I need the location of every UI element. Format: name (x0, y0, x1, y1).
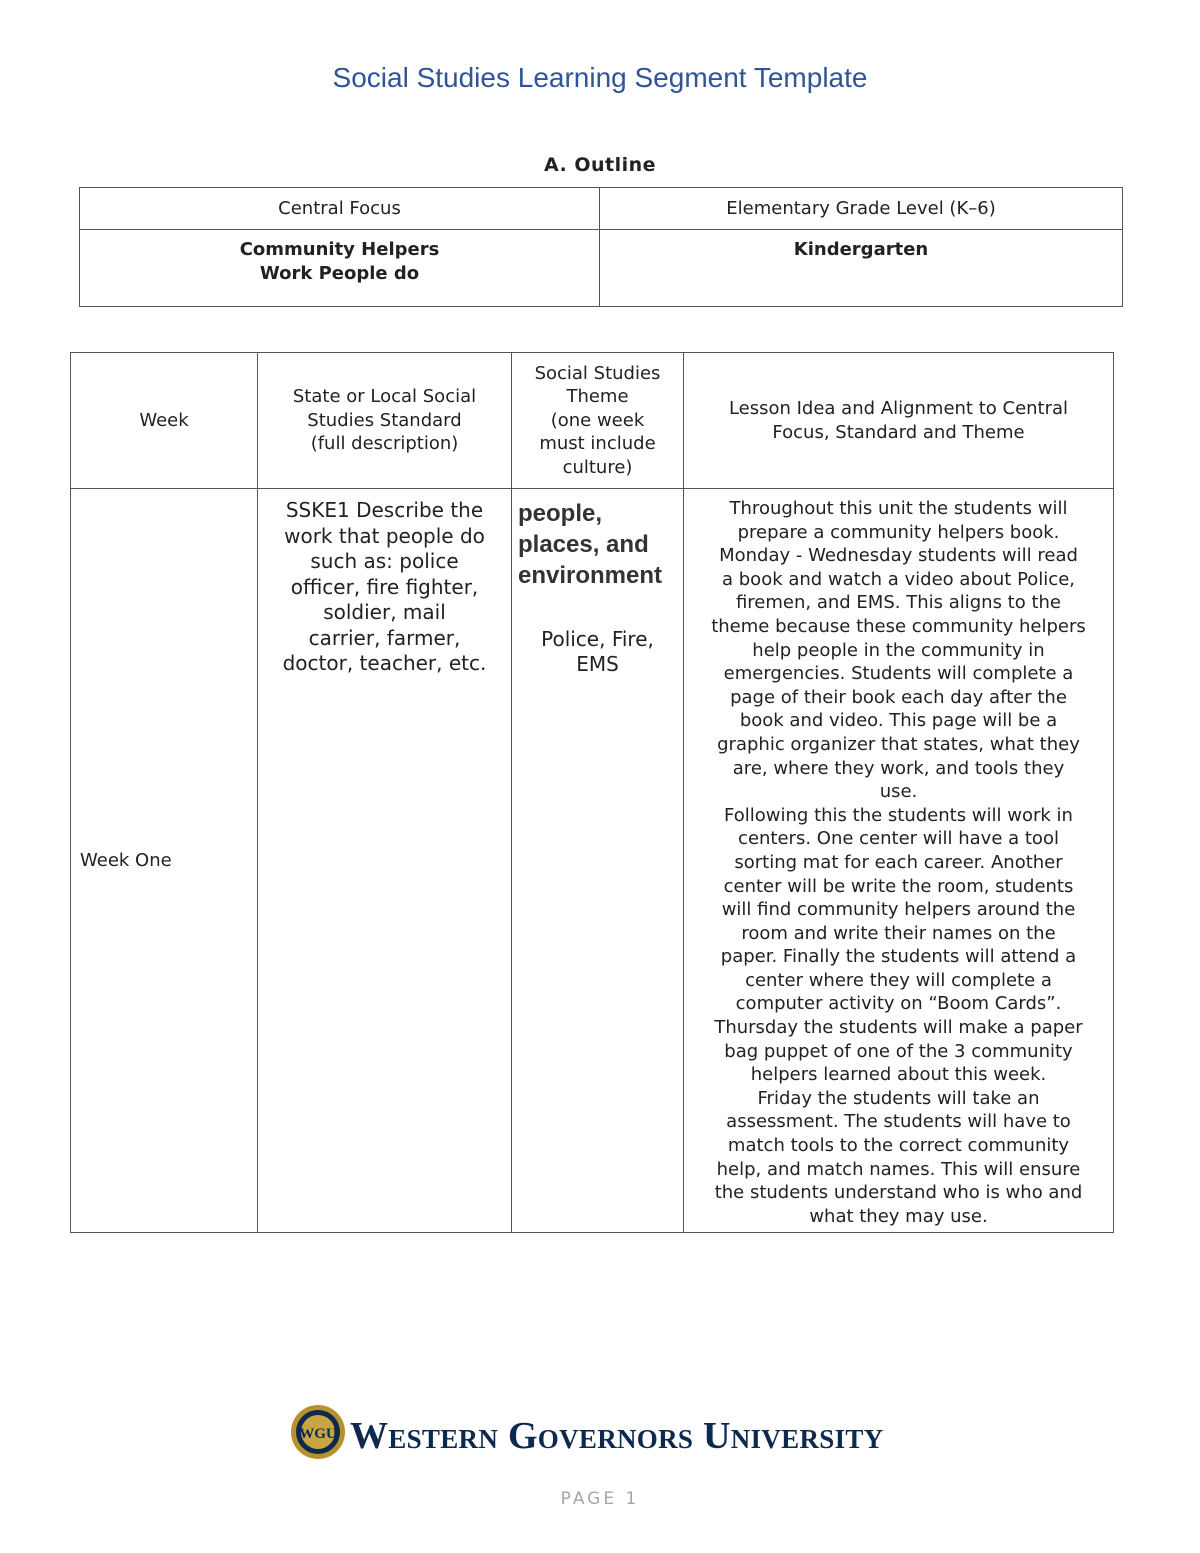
lesson-line: Monday - Wednesday students will read (719, 545, 1078, 567)
lesson-line: are, where they work, and tools they (732, 757, 1065, 779)
learning-segment-table (70, 352, 1114, 1233)
lesson-line: firemen, and EMS. This aligns to the (735, 592, 1062, 614)
standard-line: doctor, teacher, etc. (282, 651, 487, 675)
standard-line: carrier, farmer, (308, 625, 461, 650)
lesson-line: Following this the students will work in (724, 804, 1073, 826)
lesson-line: the students understand who is who and (714, 1182, 1083, 1204)
lesson-line: center where they will complete a (745, 969, 1052, 991)
lesson-line: centers. One center will have a tool (738, 828, 1059, 850)
lesson-line: computer activity on “Boom Cards”. (735, 993, 1062, 1015)
standard-header (258, 353, 512, 489)
lesson-line: paper. Finally the students will attend a (720, 946, 1077, 968)
wgu-seal-icon (290, 1404, 346, 1460)
section-heading: A. Outline (543, 154, 657, 176)
standard-line: work that people do (284, 523, 485, 548)
central-focus-value (80, 230, 600, 307)
outline-header-row (80, 188, 1123, 230)
central-focus-line: Community Helpers (239, 239, 440, 260)
lesson-cell (684, 489, 1114, 1233)
seal-text: WGU (299, 1426, 337, 1442)
theme-header-line: (one week (550, 409, 645, 431)
theme-header-line: Social Studies (534, 362, 661, 384)
lesson-line: center will be write the room, students (723, 875, 1074, 897)
plan-header-row (71, 353, 1114, 489)
outline-value-row (80, 230, 1123, 307)
lesson-header-line: Lesson Idea and Alignment to Central (728, 398, 1069, 419)
lesson-line: help, and match names. This will ensure (716, 1158, 1081, 1180)
central-focus-header: Central Focus (80, 188, 600, 230)
lesson-line: match tools to the correct community (727, 1135, 1070, 1157)
week-cell: Week One (71, 489, 258, 1233)
lesson-line: prepare a community helpers book. (737, 521, 1060, 543)
lesson-line: Thursday the students will make a paper (714, 1017, 1083, 1039)
standard-header-line: (full description) (310, 433, 459, 455)
lesson-line: Throughout this unit the students will (729, 498, 1068, 519)
lesson-line: bag puppet of one of the 3 community (724, 1040, 1073, 1062)
standard-line: officer, fire fighter, (290, 574, 479, 599)
lesson-header-line: Focus, Standard and Theme (772, 421, 1025, 443)
document-title: Social Studies Learning Segment Template (332, 62, 868, 93)
theme-sub-line: EMS (576, 652, 619, 676)
theme-header-line: culture) (562, 456, 633, 478)
lesson-line: helpers learned about this week. (750, 1064, 1047, 1086)
lesson-line: page of their book each day after the (730, 686, 1067, 708)
theme-cell (512, 489, 684, 1233)
table-row (71, 489, 1114, 1233)
theme-main-line: places, and (518, 531, 649, 558)
lesson-line: theme because these community helpers (711, 615, 1086, 637)
theme-sub (518, 627, 677, 677)
lesson-header (684, 353, 1114, 489)
theme-sub-line: Police, Fire, (541, 627, 654, 651)
theme-main (518, 498, 677, 591)
lesson-line: will find community helpers around the (721, 899, 1076, 921)
standard-line: SSKE1 Describe the (285, 498, 484, 522)
lesson-line: graphic organizer that states, what they (717, 733, 1080, 755)
lesson-line: assessment. The students will have to (726, 1111, 1071, 1133)
lesson-line: use. (879, 781, 918, 803)
lesson-line: sorting mat for each career. Another (734, 851, 1063, 873)
lesson-line: what they may use. (809, 1205, 988, 1227)
theme-header (512, 353, 684, 489)
theme-header-line: must include (539, 433, 656, 455)
lesson-line: emergencies. Students will complete a (723, 663, 1074, 685)
standard-header-line: State or Local Social (292, 386, 477, 408)
theme-main-line: environment (518, 562, 663, 589)
central-focus-line: Work People do (259, 263, 420, 284)
standard-header-line: Studies Standard (307, 409, 462, 431)
theme-main-line: people, (518, 500, 603, 527)
standard-cell (258, 489, 512, 1233)
grade-level-value: Kindergarten (600, 230, 1123, 307)
university-wordmark: Western Governors University (350, 1415, 884, 1457)
theme-header-line: Theme (566, 386, 629, 408)
lesson-line: room and write their names on the (741, 922, 1056, 944)
standard-line: soldier, mail (323, 600, 446, 624)
outline-table (79, 187, 1123, 307)
standard-line: such as: police (310, 549, 459, 573)
lesson-line: help people in the community in (752, 639, 1045, 661)
lesson-line: a book and watch a video about Police, (722, 568, 1075, 590)
grade-level-header: Elementary Grade Level (K–6) (600, 188, 1123, 230)
wgu-logo (290, 1404, 910, 1460)
week-header: Week (71, 353, 258, 489)
lesson-line: book and video. This page will be a (739, 710, 1058, 732)
page-number: PAGE 1 (560, 1489, 640, 1509)
lesson-line: Friday the students will take an (757, 1087, 1040, 1109)
